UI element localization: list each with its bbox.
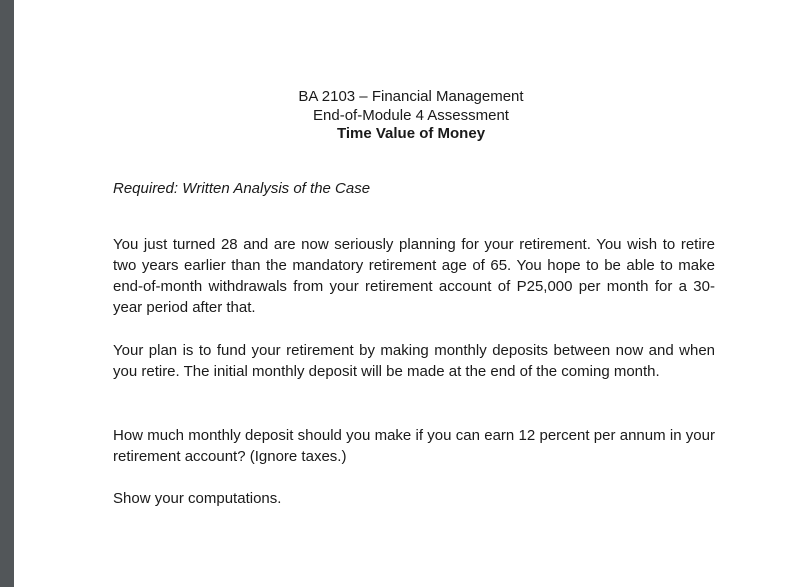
assessment-title: End-of-Module 4 Assessment: [313, 106, 509, 124]
case-paragraph-2: Your plan is to fund your retirement by making monthly deposits between now and when you retire. The initial monthly deposit will be made at the end of the coming month.: [113, 342, 715, 380]
course-title: BA 2103 – Financial Management: [298, 88, 524, 105]
document-header: [14, 88, 808, 144]
document-page: [14, 0, 808, 587]
instruction-paragraph: Show your computations.: [113, 490, 282, 507]
topic-title: Time Value of Money: [336, 125, 486, 142]
viewer-side-panel-edge: [0, 0, 14, 587]
case-paragraph-1: You just turned 28 and are now seriously planning for your retirement. You wish to retire two years earlier than the mandatory retirement age of 65. You hope to be able to make end-of-month withdrawals from your retirement account of P25,000 per month for a 30-year period after that.: [113, 236, 715, 316]
required-instruction: Required: Written Analysis of the Case: [113, 180, 371, 197]
question-paragraph: How much monthly deposit should you make if you can earn 12 percent per annum in your retirement account? (Ignore taxes.): [113, 427, 715, 465]
